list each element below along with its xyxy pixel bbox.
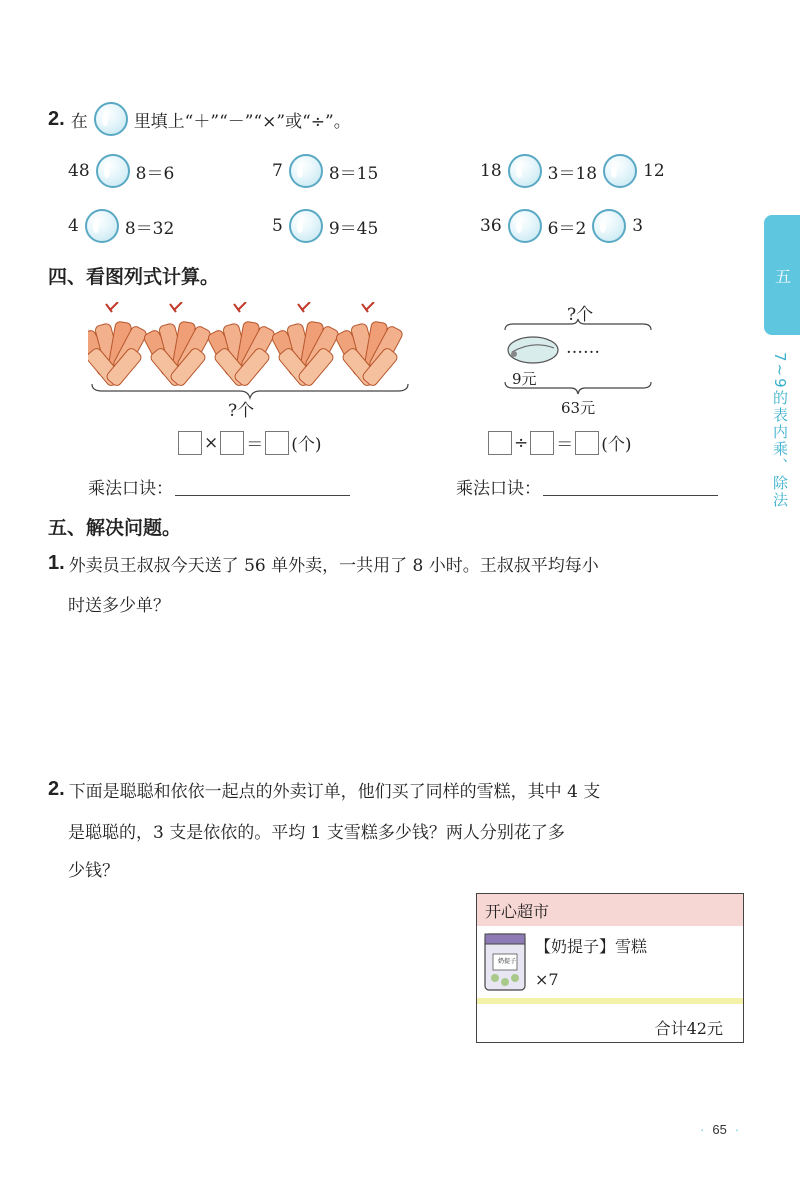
unit-price-label: 9元 (512, 370, 537, 388)
left-question-label: ?个 (228, 401, 255, 421)
q2-instruction (48, 102, 351, 136)
q2-text-prefix: 在 (70, 111, 88, 132)
page-number-footer (700, 1122, 739, 1137)
right-equation-template (488, 430, 632, 455)
order-receipt (476, 893, 744, 1043)
operator-blank[interactable] (508, 154, 542, 188)
answer-box[interactable] (178, 431, 202, 455)
problem-2-number: 2. (48, 778, 65, 800)
equation-3 (480, 154, 665, 188)
equation-operand: 18 (480, 161, 502, 181)
operator-symbol: ＝ (556, 435, 574, 455)
equation-result: 6＝2 (547, 218, 587, 239)
package-label: 奶提子 (498, 958, 517, 965)
equation-4 (68, 209, 174, 243)
order-item-quantity: ×7 (535, 970, 559, 989)
answer-box[interactable] (575, 431, 599, 455)
unit-label: (个) (601, 435, 632, 455)
brace-bottom-right (503, 380, 653, 396)
right-multiplication-rhyme (456, 474, 718, 499)
brace-top-right (503, 318, 653, 332)
equation-result: 8＝6 (135, 163, 175, 184)
problem-2-line-3: 少钱？ (68, 861, 119, 881)
problem-2-line-1 (48, 777, 600, 802)
q2-number: 2. (48, 107, 65, 130)
equation-operand: 36 (480, 216, 502, 236)
unit-label: (个) (291, 435, 322, 455)
rhyme-answer-line[interactable] (543, 477, 718, 496)
left-multiplication-rhyme (88, 474, 350, 499)
problem-1-line-2: 时送多少单？ (68, 596, 170, 616)
answer-box[interactable] (265, 431, 289, 455)
equation-result: 8＝15 (328, 163, 379, 184)
left-equation-template (178, 430, 322, 455)
page-number: 65 (712, 1122, 727, 1137)
ellipsis: …… (566, 338, 600, 358)
problem-1-number: 1. (48, 552, 65, 574)
equation-operand: 4 (68, 216, 79, 236)
equation-1 (68, 154, 174, 188)
section5-heading: 五、解决问题。 (48, 517, 182, 539)
dot-decoration: · (734, 1122, 740, 1137)
store-name: 开心超市 (477, 894, 743, 926)
pencil-case-icon (506, 332, 561, 368)
total-price-label: 63元 (561, 399, 596, 417)
equation-result: 3＝18 (547, 163, 598, 184)
equation-operand: 48 (68, 161, 90, 181)
operator-blank[interactable] (289, 209, 323, 243)
operator-symbol: ＝ (246, 435, 264, 455)
chapter-title: 7~9的表内乘、除法 (771, 352, 789, 509)
operator-blank[interactable] (96, 154, 130, 188)
equation-operand: 3 (632, 216, 644, 236)
operator-blank[interactable] (603, 154, 637, 188)
operator-blank[interactable] (289, 154, 323, 188)
section4-heading: 四、看图列式计算。 (48, 266, 220, 288)
equation-5 (272, 209, 378, 243)
bubble-blank-icon (94, 102, 128, 136)
operator-blank[interactable] (508, 209, 542, 243)
equation-operand: 12 (643, 161, 665, 181)
answer-box[interactable] (488, 431, 512, 455)
operator-blank[interactable] (85, 209, 119, 243)
dot-decoration: · (700, 1122, 705, 1137)
operator-blank[interactable] (592, 209, 626, 243)
problem-2-text: 下面是聪聪和依依一起点的外卖订单，他们买了同样的雪糕，其中 4 支 (68, 782, 601, 802)
rhyme-label: 乘法口诀： (88, 479, 173, 499)
order-item-name: 【奶提子】雪糕 (535, 937, 648, 956)
equation-result: 8＝32 (124, 218, 175, 239)
rhyme-answer-line[interactable] (175, 477, 350, 496)
q2-text-suffix: 里填上“＋”“－”“×”或“÷”。 (133, 111, 351, 132)
problem-2-line-2: 是聪聪的，3 支是依依的。平均 1 支雪糕多少钱？两人分别花了多 (68, 823, 565, 843)
equation-6 (480, 209, 643, 243)
problem-1-line-1 (48, 551, 599, 576)
order-total: 合计42元 (654, 1019, 723, 1038)
answer-box[interactable] (530, 431, 554, 455)
equation-operand: 7 (272, 161, 283, 181)
equation-operand: 5 (272, 216, 283, 236)
operator-symbol: ÷ (514, 432, 529, 453)
right-top-question-label: ?个 (567, 305, 594, 325)
answer-box[interactable] (220, 431, 244, 455)
problem-1-text: 外卖员王叔叔今天送了 56 单外卖，一共用了 8 小时。王叔叔平均每小 (68, 556, 599, 576)
rhyme-label: 乘法口诀： (456, 479, 541, 499)
equation-2 (272, 154, 378, 188)
chapter-tab[interactable]: 五 (764, 215, 800, 335)
operator-symbol: × (204, 432, 219, 453)
equation-result: 9＝45 (328, 218, 379, 239)
